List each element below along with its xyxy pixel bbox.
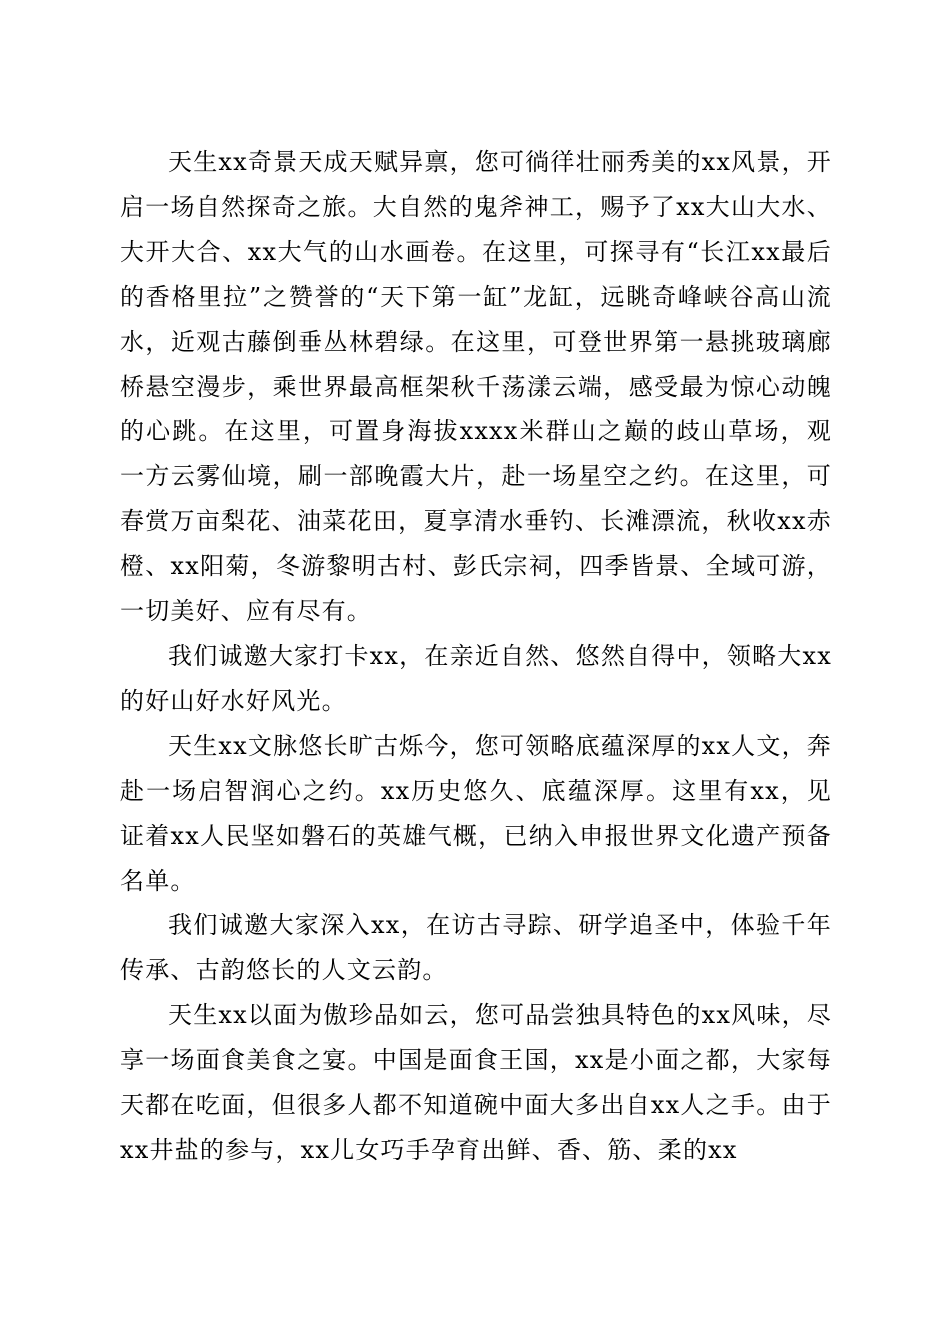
paragraph-invitation-nature: 我们诚邀大家打卡xx，在亲近自然、悠然自得中，领略大xx的好山好水好风光。 (120, 641, 832, 715)
paragraph-noodles: 天生xx以面为傲珍品如云，您可品尝独具特色的xx风味，尽享一场面食美食之宴。中国是面食王国，xx是小面之都，大家每天都在吃面，但很多人都不知道碗中面大多出自xx人之手。由于xx井盐的参与，xx儿女巧手孕育出鲜、香、筋、柔的xx (120, 1001, 832, 1164)
paragraph-culture: 天生xx文脉悠长旷古烁今，您可领略底蕴深厚的xx人文，奔赴一场启智润心之约。xx历史悠久、底蕴深厚。这里有xx，见证着xx人民坚如磐石的英雄气概，已纳入申报世界文化遗产预备名单。 (120, 731, 832, 895)
paragraph-invitation-culture: 我们诚邀大家深入xx，在访古寻踪、研学追圣中，体验千年传承、古韵悠长的人文云韵。 (120, 911, 832, 985)
document-body (120, 140, 832, 1173)
paragraph-natural-scenery: 天生xx奇景天成天赋异禀，您可徜徉壮丽秀美的xx风景，开启一场自然探奇之旅。大自然的鬼斧神工，赐予了xx大山大水、大开大合、xx大气的山水画卷。在这里，可探寻有“长江xx最后的香格里拉”之赞誉的“天下第一缸”龙缸，远眺奇峰峡谷高山流水，近观古藤倒垂丛林碧绿。在这里，可登世界第一悬挑玻璃廊桥悬空漫步，乘世界最高框架秋千荡漾云端，感受最为惊心动魄的心跳。在这里，可置身海拔xxxx米群山之巅的歧山草场，观一方云雾仙境，刷一部晚霞大片，赴一场星空之约。在这里，可春赏万亩梨花、油菜花田，夏享清水垂钓、长滩漂流，秋收xx赤橙、xx阳菊，冬游黎明古村、彭氏宗祠，四季皆景、全域可游，一切美好、应有尽有。 (120, 148, 832, 626)
